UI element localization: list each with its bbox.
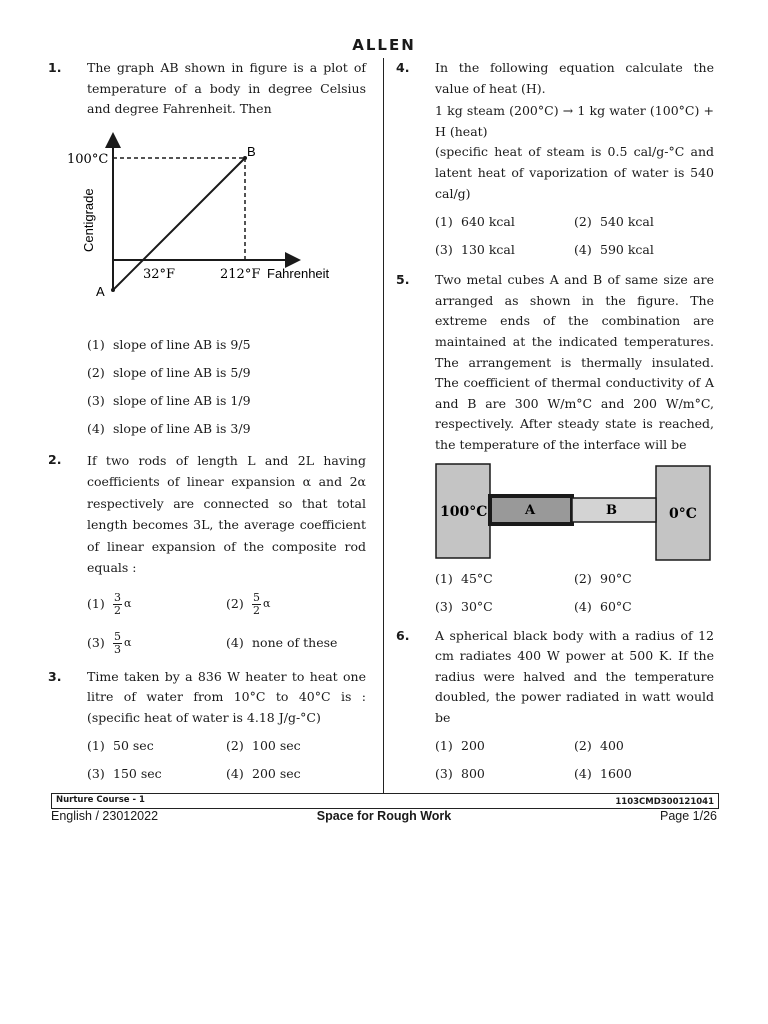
question-number: 1. bbox=[48, 60, 62, 75]
y-axis-label: Centigrade bbox=[81, 188, 96, 252]
question-number: 6. bbox=[396, 627, 410, 643]
question-1 bbox=[48, 58, 366, 444]
question-text: A spherical black body with a radius of 12 cm radiates 400 W power at 500 K. If the radius were halved and the temperature doubled, the power radiated in watt would be bbox=[435, 627, 714, 725]
question-note: (specific heat of steam is 0.5 cal/g-°C and latent heat of vaporization of water is 540 cal/g) bbox=[435, 144, 714, 201]
option-4[interactable]: (4) 200 sec bbox=[226, 766, 301, 782]
option-3[interactable]: (3) slope of line AB is 1/9 bbox=[87, 393, 251, 409]
footer-code-bar bbox=[51, 793, 719, 809]
right-column bbox=[396, 58, 714, 788]
metal-cubes-figure bbox=[434, 462, 712, 562]
question-3 bbox=[48, 667, 366, 789]
course-name: Nurture Course - 1 bbox=[56, 795, 145, 805]
option-1[interactable]: (1) 640 kcal bbox=[435, 213, 515, 229]
question-text: Two metal cubes A and B of same size are arranged as shown in the figure. The extreme ends of the combination are maintained at the indicated temperatures. The arrangement is thermally insulated. The coefficient of thermal conductivity of A and B are 300 W/m°C and 200 W/m°C, respectively. After steady state is reached, the temperature of the interface will be bbox=[435, 272, 714, 452]
point-a-label: A bbox=[96, 283, 105, 299]
page-number: Page 1/26 bbox=[660, 809, 717, 823]
fraction: $\frac{3}{2}$ bbox=[114, 591, 121, 618]
celsius-fahrenheit-graph bbox=[67, 130, 346, 330]
language-date: English / 23012022 bbox=[51, 809, 159, 823]
question-number: 2. bbox=[48, 451, 62, 467]
x-axis-label: Fahrenheit bbox=[267, 265, 330, 281]
option-3[interactable]: (3) 800 bbox=[435, 766, 485, 782]
question-2 bbox=[48, 450, 366, 663]
question-4 bbox=[396, 58, 714, 264]
option-3[interactable]: (3) 130 kcal bbox=[435, 241, 515, 257]
question-text: If two rods of length L and 2L having coefficients of linear expansion α and 2α respectively are connected so that total length becomes 3L, the average coefficient of linear expansion of the composite rod equals : bbox=[87, 452, 366, 576]
x-label-212f: 212°F bbox=[220, 266, 261, 282]
option-2[interactable]: (2) slope of line AB is 5/9 bbox=[87, 365, 251, 381]
option-3[interactable]: (3) 150 sec bbox=[87, 766, 162, 782]
point-a bbox=[111, 288, 115, 292]
option-2[interactable]: (2) 540 kcal bbox=[574, 213, 654, 229]
option-2[interactable]: (2) 100 sec bbox=[226, 738, 301, 754]
option-2[interactable]: (2) $\frac{5}{2}$ α bbox=[226, 591, 271, 618]
option-4[interactable]: (4) 60°C bbox=[574, 599, 632, 615]
question-number: 4. bbox=[396, 60, 410, 75]
question-number: 3. bbox=[48, 668, 62, 684]
question-5-options bbox=[396, 566, 714, 622]
left-temp-label: 100°C bbox=[440, 503, 488, 520]
question-5 bbox=[396, 270, 714, 455]
fraction: $\frac{5}{2}$ bbox=[253, 591, 260, 618]
y-top-label: 100°C bbox=[67, 151, 109, 167]
option-3[interactable]: (3) $\frac{5}{3}$ α bbox=[87, 630, 132, 657]
question-number: 5. bbox=[396, 272, 410, 288]
rod-b-label: B bbox=[606, 502, 617, 518]
rod-a-label: A bbox=[525, 502, 536, 518]
option-4[interactable]: (4) 1600 bbox=[574, 766, 632, 782]
option-2[interactable]: (2) 400 bbox=[574, 738, 624, 754]
brand-logo: ALLEN bbox=[352, 36, 416, 54]
option-4[interactable]: (4) slope of line AB is 3/9 bbox=[87, 421, 251, 437]
question-text: In the following equation calculate the value of heat (H). bbox=[435, 60, 714, 96]
right-temp-label: 0°C bbox=[669, 505, 697, 522]
option-4[interactable]: (4) none of these bbox=[226, 635, 338, 651]
option-1[interactable]: (1) 50 sec bbox=[87, 738, 154, 754]
option-4[interactable]: (4) 590 kcal bbox=[574, 241, 654, 257]
option-1[interactable]: (1) slope of line AB is 9/5 bbox=[87, 337, 251, 353]
equation: 1 kg steam (200°C) → 1 kg water (100°C) + H (heat) bbox=[435, 103, 714, 139]
x-label-32f: 32°F bbox=[143, 266, 176, 282]
option-1[interactable]: (1) $\frac{3}{2}$ α bbox=[87, 591, 132, 618]
question-6 bbox=[396, 626, 714, 789]
fraction: $\frac{5}{3}$ bbox=[114, 630, 121, 657]
option-2[interactable]: (2) 90°C bbox=[574, 571, 632, 587]
left-column bbox=[48, 58, 366, 789]
option-1[interactable]: (1) 45°C bbox=[435, 571, 493, 587]
rough-work-label: Space for Rough Work bbox=[316, 809, 452, 823]
paper-code: 1103CMD300121041 bbox=[615, 797, 714, 807]
column-divider bbox=[383, 58, 384, 793]
question-text: Time taken by a 836 W heater to heat one litre of water from 10°C to 40°C is :(specific heat of water is 4.18 J/g-°C) bbox=[87, 668, 366, 725]
option-1[interactable]: (1) 200 bbox=[435, 738, 485, 754]
point-b-label: B bbox=[247, 143, 256, 159]
option-3[interactable]: (3) 30°C bbox=[435, 599, 493, 615]
question-text: The graph AB shown in figure is a plot of temperature of a body in degree Celsius and degree Fahrenheit. Then bbox=[87, 60, 366, 117]
